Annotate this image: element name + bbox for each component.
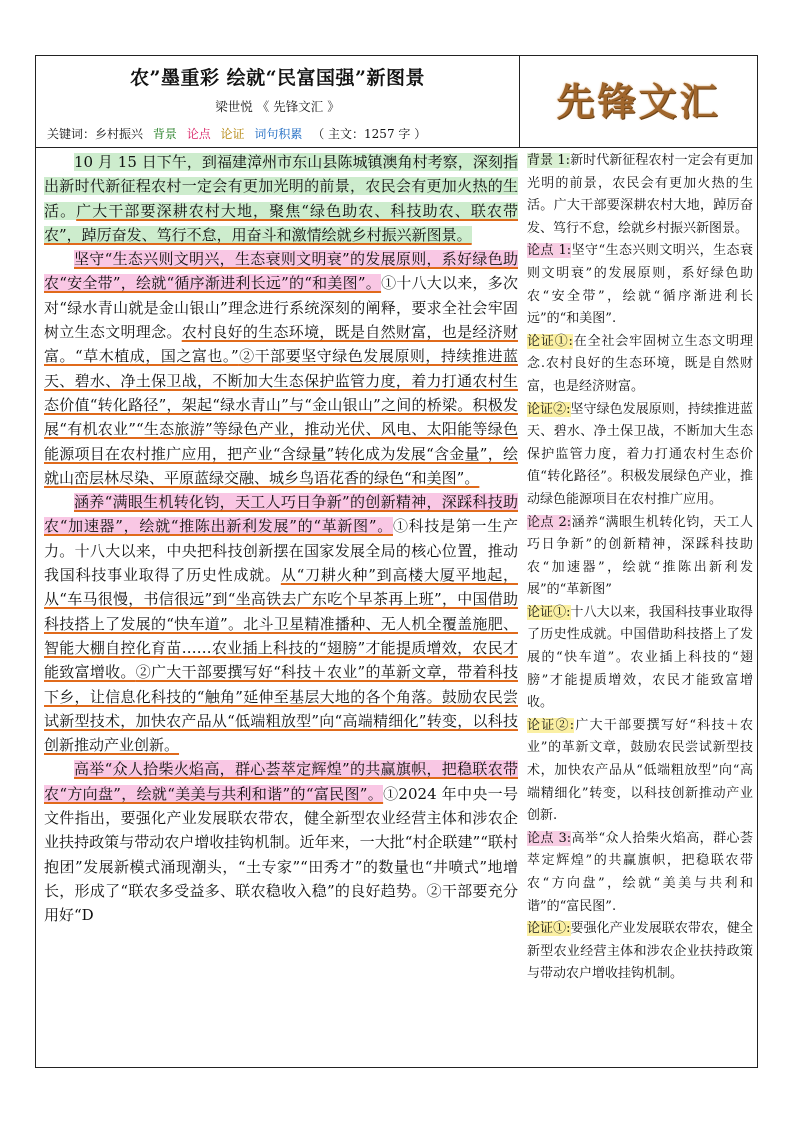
note-tag: 背景 1: [527,153,570,168]
note-text: 十八大以来，我国科技事业取得了历史性成就。中国借助科技搭上了发展的“快车道”。农业插上科技的“翅膀”才能提质增效，农民才能致富增收。 [527,604,753,711]
paragraph-4 [44,757,518,927]
note-evidence-1-2 [527,399,753,512]
p3-argument: 涵养“满眼生机转化钧，天工人巧日争新”的创新精神，深踩科技助农“加速器”，绘就“推陈出新利发展”的“革新图”。 [44,493,518,536]
p2-argument: 坚守“生态兴则文明兴，生态衰则文明衰”的发展原则，系好绿色助农“安全带”，绘就“循序渐进利长远”的“和美图”。 [44,250,518,293]
note-text: 坚守“生态兴则文明兴，生态衰则文明衰”的发展原则，系好绿色助农“安全带”，绘就“循序渐进利长远”的“和美图”. [527,243,753,327]
keywords-line [47,125,432,142]
brand-block [519,55,758,148]
note-tag: 论点 1: [527,243,572,259]
p3-evidence-1: ①科技是第一生产力。十八大以来，中央把科技创新摆在国家发展全局的核心位置，推动我国科技事业取得了历史性成就。 [44,517,518,585]
note-text: 坚守绿色发展原则，持续推进蓝天、碧水、净土保卫战，不断加大生态保护监管力度，着力打通农村生态价值“转化路径”。积极发展绿色产业，推动绿色能源项目在农村推广应用。 [527,401,753,507]
word-count: （ 主文：1257 字 ） [312,127,427,141]
note-evidence-1-1 [527,331,753,399]
tag-evidence: 论证 [220,127,245,141]
byline: 梁世悦 《 先锋文汇 》 [215,99,340,114]
note-tag: 论证②: [527,401,571,417]
main-article [44,150,518,928]
note-text: 要强化产业发展联农带农，健全新型农业经营主体和涉农企业扶持政策与带动农户增收挂钩机制。 [527,921,753,982]
note-argument-2 [527,512,753,602]
p1-background: 10 月 15 日下午，到福建漳州市东山县陈城镇澳角村考察，深刻指出新时代新征程农村一定会有更加光明的前景，农民会有更加火热的生活。 [44,153,518,220]
note-argument-3 [527,828,753,918]
paragraph-3 [44,490,518,757]
note-text: 高举“众人拾柴火焰高，群心荟萃定辉煌”的共赢旗帜，把稳联农带农“方向盘”，绘就“美美与共利和谐”的“富民图”. [527,830,753,914]
p1-background-tail: 广大干部要深耕农村大地，聚焦“绿色助农、科技助农、联农带农”，踔厉奋发、笃行不怠，用奋斗和激情绘就乡村振兴新图景。 [44,201,518,244]
note-tag: 论点 3: [527,830,572,846]
tag-argument: 论点 [186,127,211,141]
note-text: 在全社会牢固树立生态文明理念.农村良好的生态环境，既是自然财富，也是经济财富。 [527,333,753,394]
note-argument-1 [527,240,753,330]
p2-evidence-1b: 农村良好的生态环境，既是自然财富，也是经济财富。“草木植成，国之富也。” [44,323,518,366]
paragraph-2 [44,247,518,490]
note-evidence-2-2 [527,715,753,828]
note-text: 新时代新征程农村一定会有更加光明的前景，农民会有更加火热的生活。广大干部要深耕农村大地，踔厉奋发、笃行不怠，绘就乡村振兴新图景。 [527,153,753,236]
p3-evidence-2: ②广大干部要撰写好“科技＋农业”的革新文章，带着科技下乡，让信息化科技的“触角”延伸至基层大地的各个角落。鼓励农民尝试新型技术，加快农产品从“低端粗放型”向“高端精细化”转变，以科技创新推动产业创新。 [44,663,518,755]
note-tag: 论证①: [527,333,573,349]
tag-background: 背景 [152,127,177,141]
note-tag: 论证②: [527,717,575,733]
paragraph-1 [44,150,518,247]
note-tag: 论证①: [527,921,571,937]
p2-evidence-2: ②干部要坚守绿色发展原则，持续推进蓝天、碧水、净土保卫战，不断加大生态保护监管力度，着力打通农村生态价值“转化路径”，架起“绿水青山”与“金山银山”之间的桥梁。积极发展“有机农业”“生态旅游”等绿色产业，推动光伏、风电、太阳能等绿色能源项目在农村推广应用，把产业“含绿量”转化成为发展“含金量”，绘就山峦层林尽染、平原蓝绿交融、城乡鸟语花香的绿色“和美图”。 [44,347,518,487]
sidebar-notes [527,150,753,986]
p4-argument: 高举“众人拾柴火焰高，群心荟萃定辉煌”的共赢旗帜，把稳联农带农“方向盘”，绘就“美美与共利和谐”的“富民图”。 [44,760,518,803]
note-text: 涵养“满眼生机转化钧，天工人巧日争新”的创新精神，深踩科技助农“加速器”，绘就“推陈出新利发展”的“革新图” [527,514,753,598]
note-background-1 [527,150,753,240]
p2-evidence-1: ①十八大以来，多次对“绿水青山就是金山银山”理念进行系统深刻的阐释，要求全社会牢固树立生态文明理念。 [44,274,518,342]
note-tag: 论证①: [527,604,571,620]
page-title: 农”墨重彩 绘就“民富国强”新图景 [130,67,425,89]
note-evidence-3-1 [527,918,753,986]
p3-evidence-1b: 从“刀耕火种”到高楼大厦平地起，从“车马很慢，书信很远”到“坐高铁去广东吃个早茶再上班”，中国借助科技搭上了发展的“快车道”。北斗卫星精准播种、无人机全覆盖施肥、智能大棚自控化育苗……农业插上科技的“翅膀”才能提质增效，农民才能致富增收。 [44,566,518,682]
note-text: 广大干部要撰写好“科技＋农业”的革新文章，鼓励农民尝试新型技术，加快农产品从“低端粗放型”向“高端精细化”转变，以科技创新推动产业创新. [527,717,753,824]
note-evidence-2-1 [527,602,753,715]
header-title-block [35,55,520,148]
brand-logo: 先锋文汇 [556,80,721,124]
note-tag: 论点 2: [527,514,572,530]
p4-evidence: ①2024 年中央一号文件指出，要强化产业发展联农带农，健全新型农业经营主体和涉农企业扶持政策与带动农户增收挂钩机制。近年来，一大批“村企联建”“联村抱团”发展新模式涌现潮头，“土专家”“田秀才”的数量也“井喷式”地增长，形成了“联农多受益多、联农稳收入稳”的良好趋势。②干部要充分用好“D [44,784,518,925]
tag-phrases: 词句积累 [254,127,303,141]
keywords-label: 关键词：乡村振兴 [47,127,144,141]
